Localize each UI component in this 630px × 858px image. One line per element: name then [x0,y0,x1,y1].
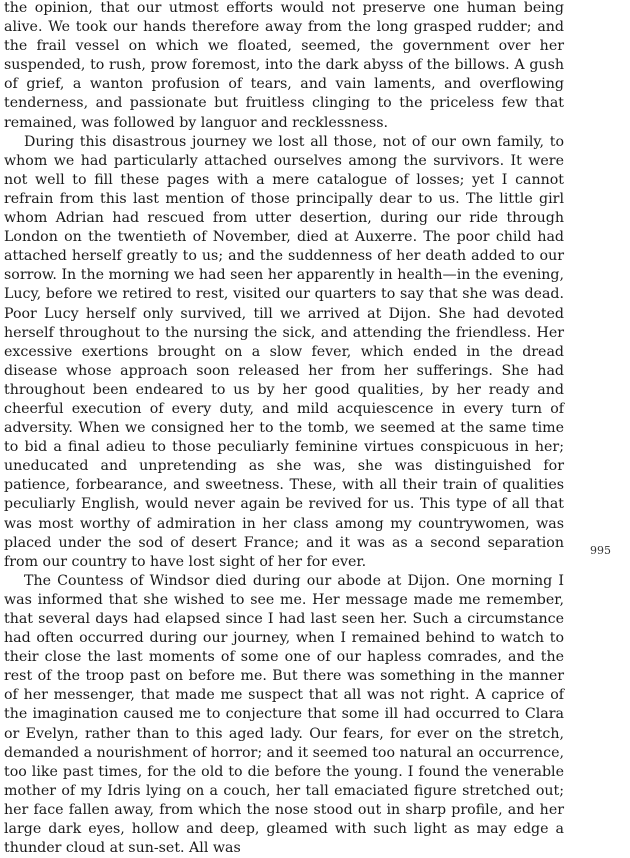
page-number: 995 [590,544,611,557]
paragraph-continuation: the opinion, that our utmost efforts would not preserve one human being alive. We took our hands therefore away from the long grasped rudder; and the frail vessel on which we floated, seemed, the government over her suspended, to rush, prow foremost, into the dark abyss of the billows. A gush of grief, a wanton profusion of tears, and vain laments, and overflowing tenderness, and passionate but fruitless clinging to the priceless few that remained, was followed by languor and recklessness. [4,0,564,131]
paragraph-losses: During this disastrous journey we lost all those, not of our own family, to whom we had particularly attached ourselves among the survivors. It were not well to fill these pages with a mere catalogue of losses; yet I cannot refrain from this last mention of those principally dear to us. The little girl whom Adrian had rescued from utter desertion, during our ride through London on the twentieth of November, died at Auxerre. The poor child had attached herself greatly to us; and the suddenness of her death added to our sorrow. In the morning we had seen her apparently in health—in the evening, Lucy, before we retired to rest, visited our quarters to say that she was dead. Poor Lucy herself only survived, till we arrived at Dijon. She had devoted herself throughout to the nursing the sick, and attending the friendless. Her excessive exertions brought on a slow fever, which ended in the dread disease whose approach soon released her from her sufferings. She had throughout been endeared to us by her good qualities, by her ready and cheerful execution of every duty, and mild acquiescence in every turn of adversity. When we consigned her to the tomb, we seemed at the same time to bid a final adieu to those peculiarly feminine virtues conspicuous in her; uneducated and unpretending as she was, she was distinguished for patience, forbearance, and sweetness. These, with all their train of qualities peculiarly English, would never again be revived for us. This type of all that was most worthy of admiration in her class among my countrywomen, was placed under the sod of desert France; and it was as a second separation from our country to have lost sight of her for ever. [4,133,564,570]
body-text [4,0,564,858]
paragraph-countess: The Countess of Windsor died during our abode at Dijon. One morning I was informed that she wished to see me. Her message made me remember, that several days had elapsed since I had last seen her. Such a circumstance had often occurred during our journey, when I remained behind to watch to their close the last moments of some one of our hapless comrades, and the rest of the troop past on before me. But there was something in the manner of her messenger, that made me suspect that all was not right. A caprice of the imagination caused me to conjecture that some ill had occurred to Clara or Evelyn, rather than to this aged lady. Our fears, for ever on the stretch, demanded a nourishment of horror; and it seemed too natural an occurrence, too like past times, for the old to die before the young. I found the venerable mother of my Idris lying on a couch, her tall emaciated figure stretched out; her face fallen away, from which the nose stood out in sharp profile, and her large dark eyes, hollow and deep, gleamed with such light as may edge a thunder cloud at sun-set. All was [4,572,564,857]
